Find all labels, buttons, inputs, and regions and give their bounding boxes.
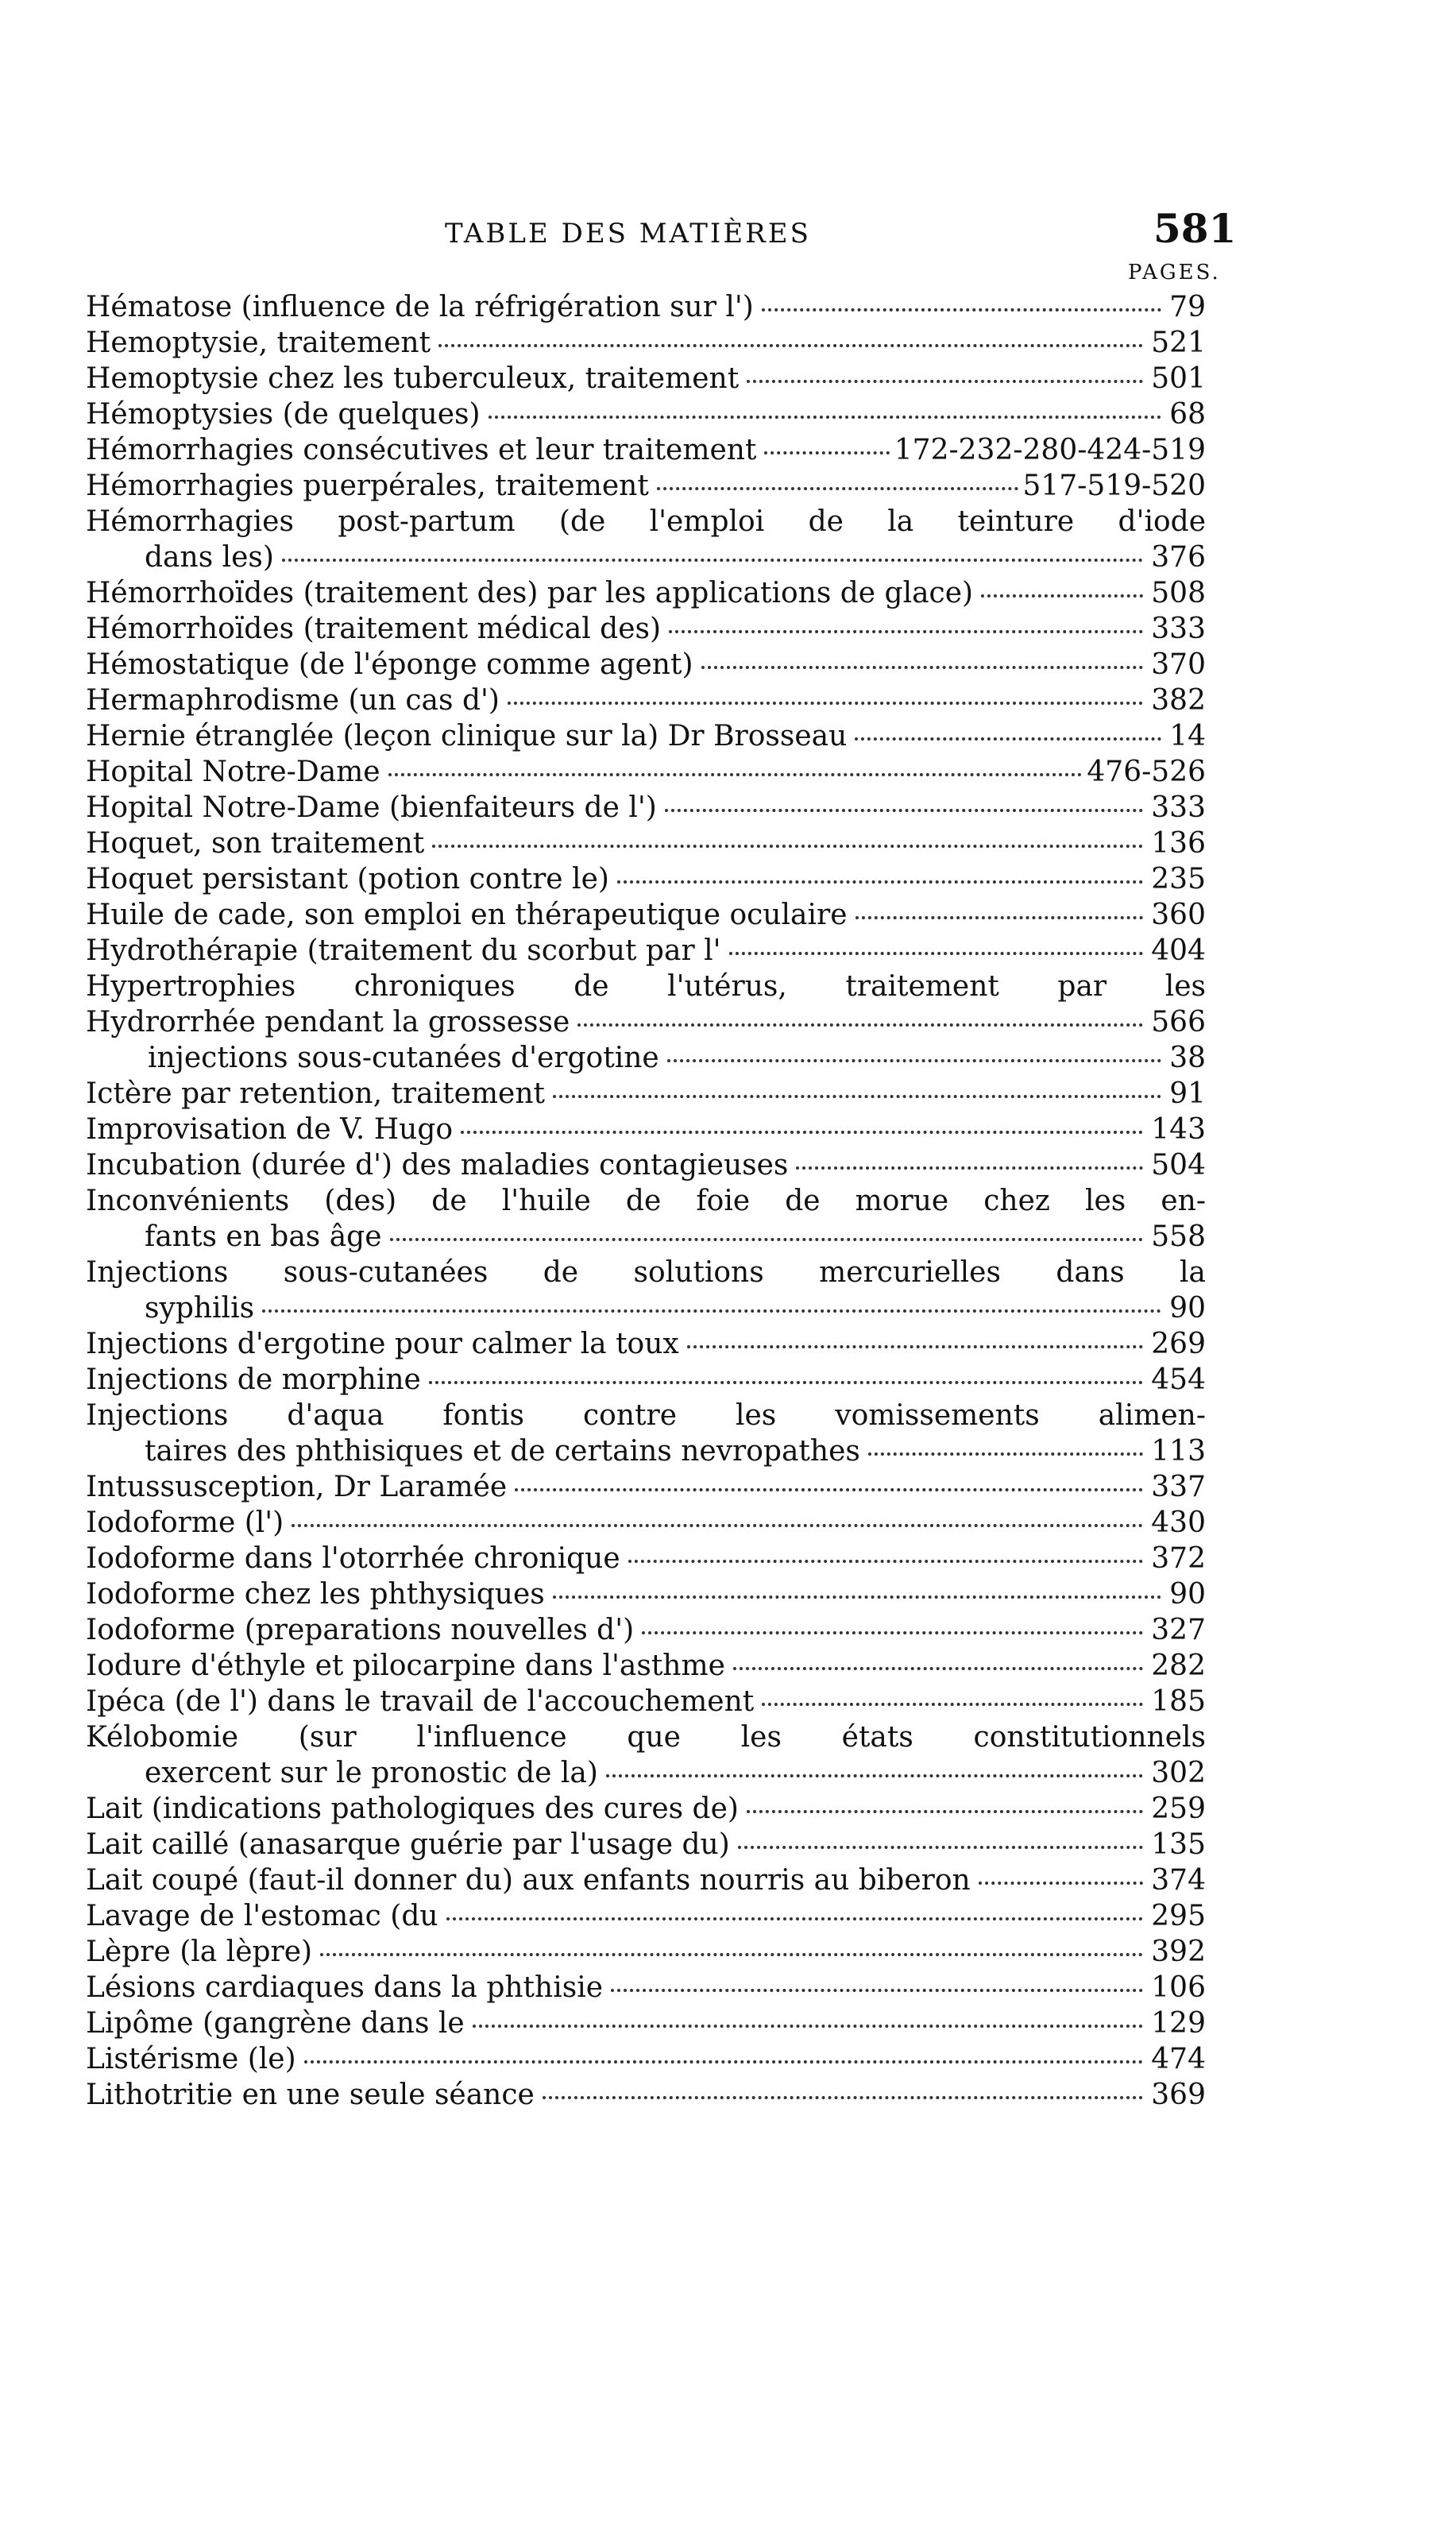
entry-page: 106 <box>1151 1971 1206 2004</box>
entry-text: Lésions cardiaques dans la phthisie <box>86 1971 604 2004</box>
entry-page: 172-232-280-424-519 <box>894 434 1206 466</box>
index-entry <box>86 1398 1206 1433</box>
entry-page: 508 <box>1151 577 1206 609</box>
dot-leader <box>388 773 1083 776</box>
running-title: TABLE DES MATIÈRES <box>445 218 811 249</box>
index-entry <box>86 611 1206 647</box>
entry-text: Improvisation de V. Hugo <box>86 1113 454 1146</box>
dot-leader <box>543 2096 1143 2099</box>
index-entry <box>86 1255 1206 1290</box>
dot-leader <box>667 1059 1161 1062</box>
dot-leader <box>687 1345 1144 1348</box>
entry-page: 333 <box>1151 613 1206 645</box>
entry-page: 558 <box>1151 1220 1206 1253</box>
dot-leader <box>461 1131 1143 1134</box>
dot-leader <box>733 1667 1143 1670</box>
entry-page: 269 <box>1151 1328 1206 1360</box>
entry-text: fants en bas âge <box>145 1220 382 1253</box>
index-entry <box>86 1147 1206 1183</box>
entry-text: Iodure d'éthyle et pilocarpine dans l'asthme <box>86 1650 725 1682</box>
entry-text: Lait (indications pathologiques des cures de) <box>86 1793 739 1825</box>
entry-text: Hémorrhagies consécutives et leur traitement <box>86 434 757 466</box>
dot-leader <box>553 1095 1161 1098</box>
index-entry <box>86 1040 1206 1076</box>
dot-leader <box>657 487 1018 490</box>
entry-page: 454 <box>1151 1363 1206 1396</box>
entry-text: injections sous-cutanées d'ergotine <box>148 1042 659 1074</box>
index-entry <box>86 1791 1206 1827</box>
index-entry <box>86 1934 1206 1970</box>
entry-text: Hermaphrodisme (un cas d') <box>86 684 500 717</box>
dot-leader <box>762 308 1161 311</box>
entry-page: 38 <box>1169 1042 1206 1074</box>
dot-leader <box>611 1989 1143 1992</box>
index-entry <box>86 1004 1206 1040</box>
entry-text: Hopital Notre-Dame (bienfaiteurs de l') <box>86 791 657 824</box>
index-entry <box>86 1183 1206 1219</box>
entry-page: 327 <box>1151 1614 1206 1646</box>
dot-leader <box>855 916 1144 919</box>
entry-text: Iodoforme chez les phthysiques <box>86 1578 545 1611</box>
dot-leader <box>762 1703 1143 1706</box>
entry-text: Iodoforme (preparations nouvelles d') <box>86 1614 635 1646</box>
dot-leader <box>429 1381 1143 1384</box>
entry-text: Iodoforme dans l'otorrhée chronique <box>86 1542 620 1575</box>
entry-page: 302 <box>1151 1757 1206 1789</box>
index-entry <box>86 2041 1206 2077</box>
entry-page: 129 <box>1151 2007 1206 2040</box>
entry-page: 143 <box>1151 1113 1206 1146</box>
dot-leader <box>262 1309 1161 1313</box>
entry-text: Incubation (durée d') des maladies contagieuses <box>86 1149 789 1182</box>
index-entry <box>86 361 1206 396</box>
dot-leader <box>979 1882 1144 1885</box>
dot-leader <box>796 1166 1143 1170</box>
index-entry <box>86 1433 1206 1469</box>
entry-text: syphilis <box>145 1292 255 1325</box>
entry-text: Inconvénients (des) de l'huile de foie de morue chez les en- <box>86 1185 1206 1217</box>
index-entry <box>86 969 1206 1004</box>
entry-text: Injections d'ergotine pour calmer la toux <box>86 1328 679 1360</box>
index-entry <box>86 790 1206 826</box>
entry-text: Lipôme (gangrène dans le <box>86 2007 465 2040</box>
entry-page: 136 <box>1151 827 1206 860</box>
entry-page: 282 <box>1151 1650 1206 1682</box>
entry-text: Hémoptysies (de quelques) <box>86 398 481 431</box>
entry-page: 474 <box>1151 2043 1206 2075</box>
page-number: 581 <box>1153 205 1237 252</box>
entry-page: 504 <box>1151 1149 1206 1182</box>
entry-page: 566 <box>1151 1006 1206 1038</box>
index-entry <box>86 861 1206 897</box>
entry-page: 382 <box>1151 684 1206 717</box>
dot-leader <box>764 451 889 454</box>
entry-text: Hernie étranglée (leçon clinique sur la) Dr Brosseau <box>86 720 848 752</box>
dot-leader <box>489 416 1162 419</box>
entry-page: 370 <box>1151 648 1206 681</box>
entry-text: Hémorrhagies post-partum (de l'emploi de la teinture d'iode <box>86 505 1206 538</box>
entry-page: 392 <box>1151 1936 1206 1968</box>
entry-text: exercent sur le pronostic de la) <box>145 1757 598 1789</box>
entry-text: Hydrorrhée pendant la grossesse <box>86 1006 570 1038</box>
pages-column-label: PAGES. <box>1128 261 1221 284</box>
entry-page: 333 <box>1151 791 1206 824</box>
dot-leader <box>304 2060 1144 2063</box>
entry-text: Intussusception, Dr Laramée <box>86 1471 508 1503</box>
entry-text: Hoquet, son traitement <box>86 827 425 860</box>
entry-page: 113 <box>1151 1435 1206 1468</box>
entry-text: Huile de cade, son emploi en thérapeutique oculaire <box>86 899 848 931</box>
dot-leader <box>553 1595 1161 1599</box>
dot-leader <box>515 1488 1143 1491</box>
index-entry <box>86 1290 1206 1326</box>
index-entry <box>86 1469 1206 1505</box>
entry-text: Ipéca (de l') dans le travail de l'accouchement <box>86 1685 755 1718</box>
index-entry <box>86 1076 1206 1112</box>
entry-text: Hémorrhoïdes (traitement des) par les applications de glace) <box>86 577 974 609</box>
dot-leader <box>701 666 1144 669</box>
index-entry <box>86 1362 1206 1398</box>
entry-page: 517-519-520 <box>1022 470 1206 502</box>
entry-text: Listérisme (le) <box>86 2043 296 2075</box>
entry-text: Lavage de l'estomac (du <box>86 1900 438 1932</box>
index-entry <box>86 933 1206 969</box>
entry-page: 235 <box>1151 863 1206 895</box>
entry-page: 90 <box>1169 1578 1206 1611</box>
dot-leader <box>390 1238 1144 1241</box>
entry-page: 337 <box>1151 1471 1206 1503</box>
dot-leader <box>282 559 1143 562</box>
entry-page: 521 <box>1151 327 1206 359</box>
entry-page: 372 <box>1151 1542 1206 1575</box>
entry-text: Injections d'aqua fontis contre les vomissements alimen- <box>86 1399 1206 1432</box>
dot-leader <box>747 1810 1143 1813</box>
running-head <box>0 205 1456 261</box>
index-entry <box>86 754 1206 790</box>
index-entry <box>86 897 1206 933</box>
index-entry <box>86 1612 1206 1648</box>
index-entry <box>86 2005 1206 2041</box>
index-entry <box>86 1970 1206 2005</box>
dot-leader <box>747 380 1143 383</box>
entry-page: 68 <box>1169 398 1206 431</box>
index-entry <box>86 1898 1206 1934</box>
entry-page: 376 <box>1151 541 1206 574</box>
entry-page: 374 <box>1151 1864 1206 1897</box>
index-entry <box>86 1112 1206 1147</box>
entry-text: Hoquet persistant (potion contre le) <box>86 863 609 895</box>
index-entry <box>86 432 1206 468</box>
entry-text: Ictère par retention, traitement <box>86 1077 545 1110</box>
index-entry <box>86 1719 1206 1755</box>
dot-leader <box>617 880 1143 884</box>
entry-text: Hypertrophies chroniques de l'utérus, traitement par les <box>86 970 1206 1003</box>
dot-leader <box>868 1452 1143 1456</box>
index-entries <box>86 289 1206 2113</box>
index-entry <box>86 1862 1206 1898</box>
entry-text: dans les) <box>145 541 274 574</box>
index-entry <box>86 647 1206 683</box>
entry-text: Lèpre (la lèpre) <box>86 1936 313 1968</box>
dot-leader <box>628 1560 1144 1563</box>
index-entry <box>86 683 1206 718</box>
index-entry <box>86 1505 1206 1541</box>
index-entry <box>86 575 1206 611</box>
index-entry <box>86 540 1206 575</box>
index-entry <box>86 1219 1206 1255</box>
dot-leader <box>320 1953 1143 1956</box>
entry-text: Lait caillé (anasarque guérie par l'usage du) <box>86 1828 730 1861</box>
entry-page: 369 <box>1151 2079 1206 2111</box>
entry-page: 91 <box>1169 1077 1206 1110</box>
entry-text: Hémorrhagies puerpérales, traitement <box>86 470 649 502</box>
entry-page: 404 <box>1151 934 1206 967</box>
dot-leader <box>606 1774 1143 1777</box>
dot-leader <box>665 809 1144 812</box>
entry-text: Kélobomie (sur l'influence que les états constitutionnels <box>86 1721 1206 1754</box>
index-entry <box>86 396 1206 432</box>
entry-text: Hopital Notre-Dame <box>86 756 380 788</box>
entry-page: 295 <box>1151 1900 1206 1932</box>
index-entry <box>86 1684 1206 1719</box>
entry-page: 259 <box>1151 1793 1206 1825</box>
entry-text: Lait coupé (faut-il donner du) aux enfants nourris au biberon <box>86 1864 971 1897</box>
entry-page: 185 <box>1151 1685 1206 1718</box>
dot-leader <box>508 702 1143 705</box>
index-entry <box>86 325 1206 361</box>
entry-text: Hydrothérapie (traitement du scorbut par l' <box>86 934 721 967</box>
entry-page: 90 <box>1169 1292 1206 1325</box>
entry-page: 360 <box>1151 899 1206 931</box>
entry-text: Lithotritie en une seule séance <box>86 2079 535 2111</box>
entry-text: Hémorrhoïdes (traitement médical des) <box>86 613 662 645</box>
entry-text: Injections de morphine <box>86 1363 421 1396</box>
index-entry <box>86 1755 1206 1791</box>
entry-page: 79 <box>1169 291 1206 323</box>
dot-leader <box>432 845 1143 848</box>
entry-text: Iodoforme (l') <box>86 1507 284 1539</box>
index-entry <box>86 826 1206 861</box>
dot-leader <box>577 1023 1143 1027</box>
index-entry <box>86 1326 1206 1362</box>
index-entry <box>86 1576 1206 1612</box>
index-entry <box>86 718 1206 754</box>
index-entry <box>86 2077 1206 2113</box>
entry-page: 14 <box>1169 720 1206 752</box>
dot-leader <box>855 737 1161 741</box>
dot-leader <box>642 1631 1143 1634</box>
dot-leader <box>981 594 1143 598</box>
dot-leader <box>446 1917 1144 1920</box>
entry-text: Injections sous-cutanées de solutions mercurielles dans la <box>86 1256 1206 1289</box>
dot-leader <box>292 1524 1143 1527</box>
index-entry <box>86 1541 1206 1576</box>
entry-text: taires des phthisiques et de certains nevropathes <box>145 1435 860 1468</box>
entry-text: Hématose (influence de la réfrigération sur l') <box>86 291 754 323</box>
entry-page: 501 <box>1151 362 1206 395</box>
entry-page: 430 <box>1151 1507 1206 1539</box>
index-entry <box>86 1827 1206 1862</box>
dot-leader <box>438 344 1143 347</box>
index-entry <box>86 468 1206 504</box>
entry-text: Hemoptysie chez les tuberculeux, traitement <box>86 362 740 395</box>
index-entry <box>86 289 1206 325</box>
entry-page: 476-526 <box>1087 756 1206 788</box>
dot-leader <box>729 952 1144 955</box>
dot-leader <box>473 2025 1144 2028</box>
dot-leader <box>738 1846 1144 1849</box>
entry-page: 135 <box>1151 1828 1206 1861</box>
dot-leader <box>669 630 1143 633</box>
index-entry <box>86 504 1206 540</box>
entry-text: Hemoptysie, traitement <box>86 327 431 359</box>
entry-text: Hémostatique (de l'éponge comme agent) <box>86 648 693 681</box>
index-entry <box>86 1648 1206 1684</box>
